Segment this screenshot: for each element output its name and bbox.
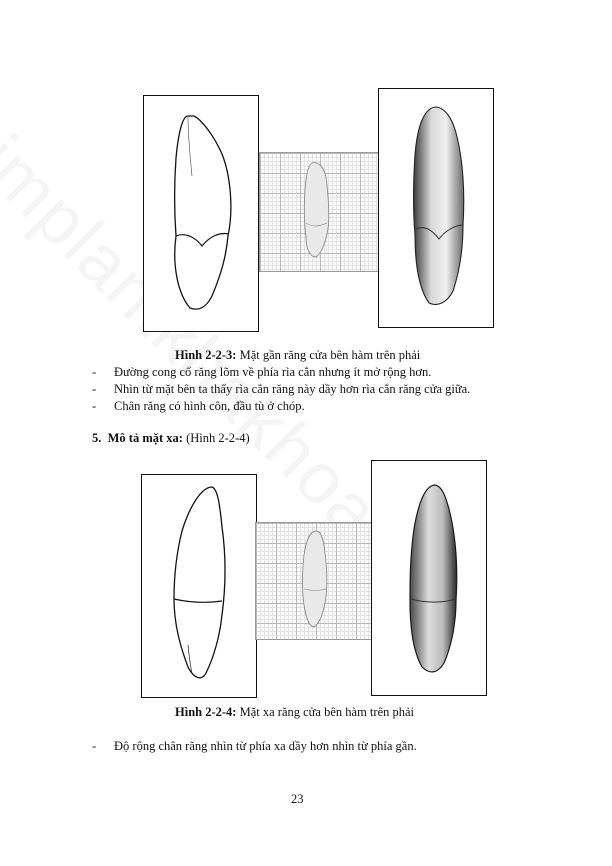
bullet-item: - Chân răng có hình côn, đầu tù ở chóp. [92, 399, 305, 413]
section-ref: (Hình 2-2-4) [182, 431, 250, 445]
bullet-item: - Nhìn từ mặt bên ta thấy rìa cắn răng này dầy hơn rìa cắn răng cửa giữa. [92, 382, 471, 396]
tooth-outline-drawing [142, 475, 255, 696]
figure1-caption [175, 348, 420, 363]
section-5-heading [92, 431, 250, 446]
figure2-caption-text: Mặt xa răng cửa bên hàm trên phải [236, 705, 415, 719]
figure1-line-drawing-panel [143, 95, 259, 332]
bullet-text: Độ rộng chân răng nhìn từ phía xa dầy hơn nhìn từ phía gần. [114, 739, 417, 753]
bullet-item: - Đường cong cổ răng lõm về phía rìa cắn nhưng ít mở rộng hơn. [92, 365, 432, 379]
figure1-grid-panel [259, 152, 379, 272]
bullet-text: Chân răng có hình côn, đầu tù ở chóp. [114, 399, 305, 413]
bullet-text: Nhìn từ mặt bên ta thấy rìa cắn răng này dầy hơn rìa cắn răng cửa giữa. [114, 382, 471, 396]
section-number: 5. [92, 431, 102, 445]
figure2-caption [175, 705, 414, 720]
tooth-grid-photo [256, 523, 372, 639]
figure2-shaded-panel [371, 460, 487, 696]
figure2-caption-label: Hình 2-2-4: [175, 705, 237, 719]
figure1-caption-label: Hình 2-2-3: [175, 348, 237, 362]
figure1-shaded-panel [378, 88, 494, 328]
tooth-shaded-drawing [379, 89, 492, 326]
figure1-caption-text: Mặt gần răng cửa bên hàm trên phải [236, 348, 421, 362]
tooth-outline-drawing [144, 96, 257, 330]
figure2-grid-panel [255, 522, 373, 640]
bullet-text: Đường cong cổ răng lõm về phía rìa cắn nhưng ít mở rộng hơn. [114, 365, 432, 379]
page-number: 23 [291, 792, 304, 806]
tooth-shaded-drawing [372, 461, 485, 694]
section-title: Mô tả mặt xa: [107, 431, 183, 445]
figure2-line-drawing-panel [141, 474, 257, 698]
bullet-item: - Độ rộng chân răng nhìn từ phía xa dầy hơn nhìn từ phía gần. [92, 739, 417, 753]
tooth-grid-photo [260, 153, 378, 271]
